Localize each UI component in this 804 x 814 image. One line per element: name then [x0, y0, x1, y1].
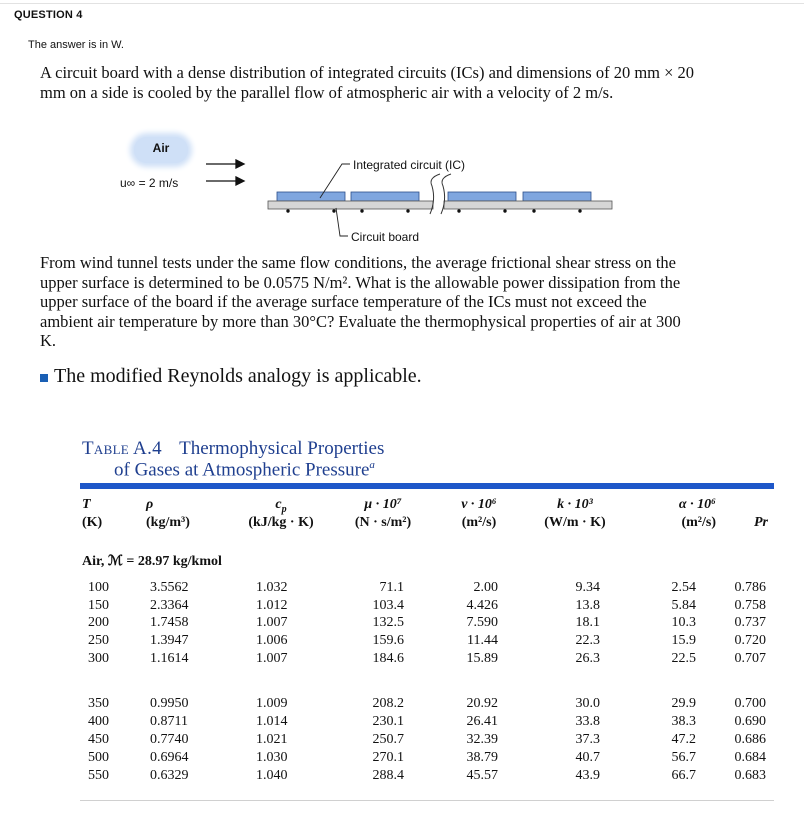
table-cell: 200 — [88, 615, 109, 630]
table-cell: 0.786 — [734, 580, 766, 595]
col-header-unit: (N · s/m²) — [354, 515, 412, 530]
col-header-symbol: T — [82, 497, 91, 512]
table-cell: 56.7 — [671, 750, 696, 765]
col-header-symbol: $c_p$ — [275, 497, 287, 515]
table-cell: 37.3 — [575, 732, 600, 747]
cp-symbol: c — [275, 497, 282, 512]
table-cell: 230.1 — [372, 714, 404, 729]
table-cell: 350 — [88, 696, 109, 711]
table-cell: 450 — [88, 732, 109, 747]
table-cell: 40.7 — [575, 750, 600, 765]
table-cell: 250.7 — [372, 732, 404, 747]
table-cell: 0.683 — [734, 768, 766, 783]
table-cell: 15.9 — [671, 633, 696, 648]
table-cell: 1.021 — [256, 732, 288, 747]
answer-note: The answer is in W. — [28, 39, 124, 51]
table-cell: 0.684 — [734, 750, 766, 765]
table-cell: 26.3 — [575, 651, 600, 666]
table-cell: 20.92 — [466, 696, 498, 711]
board — [268, 201, 612, 209]
table-cell: 71.1 — [379, 580, 404, 595]
table-cell: 0.6964 — [150, 750, 189, 765]
velocity-label: u∞ = 2 m/s — [120, 176, 179, 190]
table-cell: 0.7740 — [150, 732, 189, 747]
table-cell: 0.6329 — [150, 768, 189, 783]
table-cell: 100 — [88, 580, 109, 595]
table-cell: 0.690 — [734, 714, 766, 729]
table-top-rule — [80, 483, 774, 489]
table-cell: 1.007 — [256, 651, 288, 666]
table-cell: 33.8 — [575, 714, 600, 729]
col-header-unit: (kg/m³) — [146, 515, 190, 530]
table-cell: 0.720 — [734, 633, 766, 648]
table-cell: 0.707 — [734, 651, 766, 666]
table-cell: 47.2 — [671, 732, 696, 747]
table-cell: 1.007 — [256, 615, 288, 630]
table-cell: 550 — [88, 768, 109, 783]
col-header-unit: (m²/s) — [461, 515, 497, 530]
table-cell: 2.3364 — [150, 598, 189, 613]
col-header-unit: (W/m · K) — [544, 515, 606, 530]
table-cell: 2.54 — [671, 580, 696, 595]
table-cell: 18.1 — [575, 615, 600, 630]
table-cell: 0.686 — [734, 732, 766, 747]
col-header-unit: (m²/s) — [681, 515, 716, 530]
table-number: Table A.4 — [82, 438, 162, 459]
table-cell: 5.84 — [671, 598, 696, 613]
table-cell: 1.006 — [256, 633, 288, 648]
col-header-unit: (K) — [82, 515, 103, 530]
table-cell: 0.8711 — [150, 714, 188, 729]
bullet-text: The modified Reynolds analogy is applicable. — [54, 365, 422, 387]
table-cell: 0.758 — [734, 598, 766, 613]
board-label: Circuit board — [351, 230, 420, 244]
table-cell: 208.2 — [372, 696, 404, 711]
table-cell: 300 — [88, 651, 109, 666]
table-cell: 3.5562 — [150, 580, 189, 595]
table-group-label: Air, ℳ = 28.97 kg/kmol — [82, 554, 222, 569]
table-cell: 38.3 — [671, 714, 696, 729]
table-cell: 1.1614 — [150, 651, 189, 666]
problem-body: From wind tunnel tests under the same flow conditions, the average frictional shear stress on the upper surface is determined to be 0.0575 N/m². What is the allowable power dissipation from the upper surface of the board if the average surface temperature of the ICs must not exceed the ambient air temperature by more than 30°C? Evaluate the thermophysical properties of air at 300 K. — [40, 253, 681, 351]
table-cell: 45.57 — [466, 768, 498, 783]
table-title-line1: Thermophysical Properties — [179, 438, 385, 459]
table-subtitle — [114, 459, 375, 481]
table-cell: 32.39 — [466, 732, 498, 747]
table-title-line2: of Gases at Atmospheric Pressure — [114, 459, 370, 481]
table-cell: 11.44 — [467, 633, 498, 648]
table-cell: 29.9 — [671, 696, 696, 711]
table-cell: 43.9 — [575, 768, 600, 783]
table-title — [82, 438, 384, 460]
table-footnote-mark: a — [369, 459, 375, 471]
table-cell: 7.590 — [466, 615, 498, 630]
air-label: Air — [152, 141, 170, 155]
table-cell: 9.34 — [575, 580, 600, 595]
col-header-symbol: α · 10⁶ — [678, 497, 716, 512]
question-title: QUESTION 4 — [14, 9, 83, 21]
table-cell: 1.040 — [256, 768, 288, 783]
table-cell: 500 — [88, 750, 109, 765]
circuit-board-diagram — [0, 0, 804, 260]
table-cell: 22.3 — [575, 633, 600, 648]
table-cell: 150 — [88, 598, 109, 613]
table-cell: 1.030 — [256, 750, 288, 765]
table-cell: 1.7458 — [150, 615, 189, 630]
col-header-symbol: k · 10³ — [557, 497, 593, 512]
col-header-symbol: ν · 10⁶ — [461, 497, 497, 512]
table-cell: 1.032 — [256, 580, 288, 595]
table-cell: 10.3 — [671, 615, 696, 630]
table-cell: 132.5 — [372, 615, 404, 630]
flow-arrows — [206, 160, 244, 185]
table-cell: 270.1 — [372, 750, 404, 765]
bullet-note — [40, 365, 422, 388]
table-cell: 38.79 — [466, 750, 498, 765]
table-cell: 30.0 — [575, 696, 600, 711]
table-cell: 0.9950 — [150, 696, 189, 711]
col-header-symbol: ρ — [146, 497, 154, 512]
table-cell: 26.41 — [466, 714, 498, 729]
ic-pins — [286, 209, 581, 212]
col-header-unit: (kJ/kg · K) — [248, 515, 314, 530]
table-cell: 15.89 — [466, 651, 498, 666]
table-cell: 1.012 — [256, 598, 288, 613]
col-header-symbol: μ · 10⁷ — [364, 497, 402, 512]
table-cell: 2.00 — [473, 580, 498, 595]
table-cell: 0.737 — [734, 615, 766, 630]
table-cell: 103.4 — [372, 598, 404, 613]
ic-label: Integrated circuit (IC) — [353, 158, 466, 172]
table-cell: 22.5 — [671, 651, 696, 666]
table-cell: 4.426 — [466, 598, 498, 613]
problem-intro: A circuit board with a dense distribution of integrated circuits (ICs) and dimensions of 20 mm × 20 mm on a side is cooled by the parallel flow of atmospheric air with a velocity of 2 m/s. — [40, 63, 695, 102]
table-cell: 159.6 — [372, 633, 404, 648]
table-cell: 0.700 — [734, 696, 766, 711]
table-cell: 184.6 — [372, 651, 404, 666]
col-header-unit: Pr — [754, 515, 768, 530]
table-cell: 13.8 — [575, 598, 600, 613]
table-cell: 288.4 — [372, 768, 404, 783]
table-cell: 250 — [88, 633, 109, 648]
table-bottom-rule — [80, 800, 774, 801]
table-cell: 1.009 — [256, 696, 288, 711]
table-cell: 1.014 — [256, 714, 288, 729]
bullet-square-icon — [40, 374, 48, 382]
table-cell: 1.3947 — [150, 633, 189, 648]
table-cell: 400 — [88, 714, 109, 729]
table-cell: 66.7 — [671, 768, 696, 783]
